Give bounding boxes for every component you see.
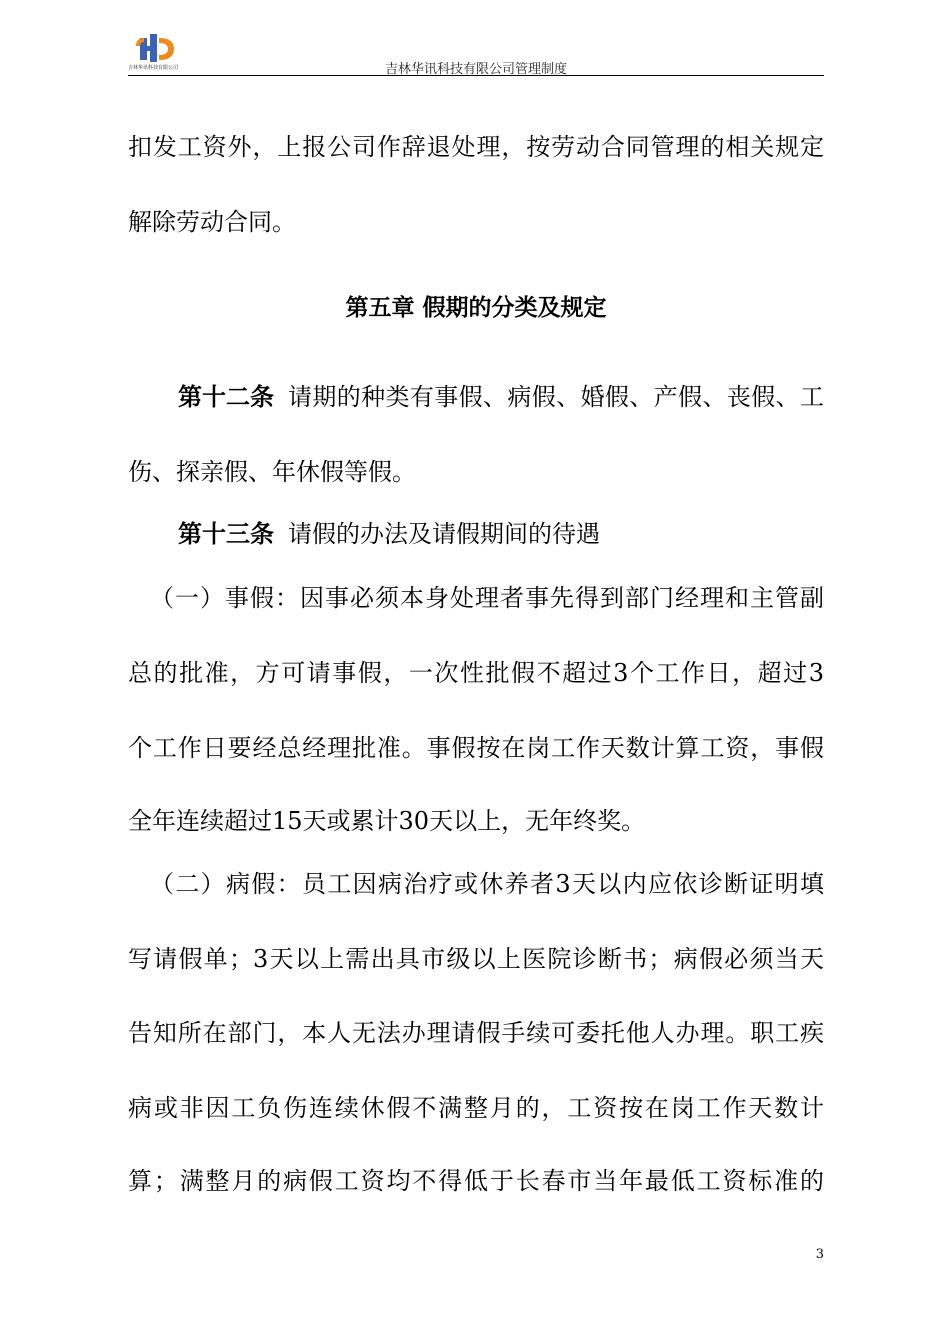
header-title: 吉林华讯科技有限公司管理制度 <box>384 62 567 77</box>
page-header <box>128 28 824 78</box>
article-13-first-line <box>178 519 824 549</box>
text-line: 个工作日要经总经理批准。事假按在岗工作天数计算工资，事假 <box>128 734 824 762</box>
article-13-text: 请假的办法及请假期间的待遇 <box>288 520 600 548</box>
page-number: 3 <box>815 1247 824 1262</box>
article-13-title: 第十三条 <box>178 520 274 548</box>
text-line: 写请假单；3天以上需出具市级以上医院诊断书；病假必须当天 <box>128 945 824 973</box>
text-line: 解除劳动合同。 <box>128 208 296 236</box>
text-line: 扣发工资外，上报公司作辞退处理，按劳动合同管理的相关规定 <box>128 133 824 161</box>
article-12-first-line <box>178 382 824 412</box>
text-line: （二）病假：员工因病治疗或休养者3天以内应依诊断证明填 <box>150 870 824 898</box>
text-line: 总的批准，方可请事假，一次性批假不超过3个工作日，超过3 <box>128 659 824 687</box>
text-line: （一）事假：因事必须本身处理者事先得到部门经理和主管副 <box>150 584 824 612</box>
text-line: 全年连续超过15天或累计30天以上，无年终奖。 <box>128 807 646 835</box>
text-line: 病或非因工负伤连续休假不满整月的，工资按在岗工作天数计 <box>128 1094 824 1122</box>
text-line: 告知所在部门，本人无法办理请假手续可委托他人办理。职工疾 <box>128 1019 824 1047</box>
header-divider <box>128 75 824 76</box>
chapter-title: 第五章 假期的分类及规定 <box>345 295 607 321</box>
article-12-title: 第十二条 <box>178 383 274 411</box>
article-12-text: 请期的种类有事假、病假、婚假、产假、丧假、工 <box>288 383 824 411</box>
text-line: 算；满整月的病假工资均不得低于长春市当年最低工资标准的 <box>128 1167 824 1195</box>
logo-caption: 吉林华讯科技有限公司 <box>128 65 179 71</box>
text-line: 伤、探亲假、年休假等假。 <box>128 458 416 486</box>
